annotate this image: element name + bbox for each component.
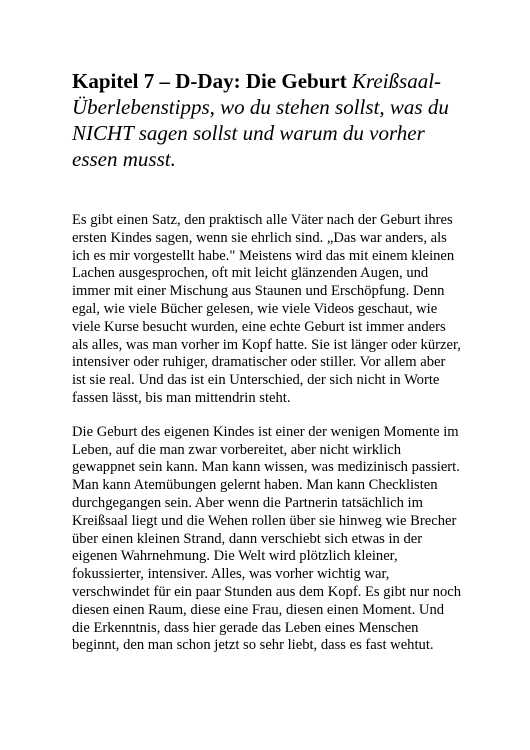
chapter-title: Kapitel 7 – D-Day: Die Geburt: [72, 69, 347, 93]
body-paragraph-2: Die Geburt des eigenen Kindes ist einer der wenigen Momente im Leben, auf die man zwar vorbereitet, aber nicht wirklich gewappnet sein kann. Man kann wissen, was medizinisch passiert. Man kann Atemübungen gelernt haben. Man kann Checklisten durchgegangen sein. Aber wenn die Partnerin tatsächlich im Kreißsaal liegt und die Wehen rollen über sie hinweg wie Brecher über einen kleinen Strand, dann verschiebt sich etwas in der eigenen Wahrnehmung. Die Welt wird plötzlich kleiner, fokussierter, intensiver. Alles, was vorher wichtig war, verschwindet für ein paar Stunden aus dem Kopf. Es gibt nur noch diesen einen Raum, diese eine Frau, diesen einen Moment. Und die Erkenntnis, dass hier gerade das Leben eines Menschen beginnt, den man schon jetzt so sehr liebt, dass es fast wehtut.: [72, 423, 462, 654]
chapter-heading: [72, 68, 462, 172]
page-content: [72, 68, 462, 671]
body-paragraph-1: Es gibt einen Satz, den praktisch alle Väter nach der Geburt ihres ersten Kindes sagen, wenn sie ehrlich sind. „Das war anders, als ich es mir vorgestellt habe." Meistens wird das mit einem kleinen Lachen ausgesprochen, oft mit leicht glänzenden Augen, und immer mit einer Mischung aus Staunen und Erschöpfung. Denn egal, wie viele Bücher gelesen, wie viele Videos geschaut, wie viele Kurse besucht wurden, eine echte Geburt ist immer anders als alles, was man vorher im Kopf hatte. Sie ist länger oder kürzer, intensiver oder ruhiger, dramatischer oder stiller. Vor allem aber ist sie real. Und das ist ein Unterschied, der sich nicht in Worte fassen lässt, bis man mittendrin steht.: [72, 212, 461, 406]
chapter-subtitle: Kreißsaal-Überlebenstipps, wo du stehen sollst, was du NICHT sagen sollst und warum du vorher essen musst.: [72, 69, 449, 171]
